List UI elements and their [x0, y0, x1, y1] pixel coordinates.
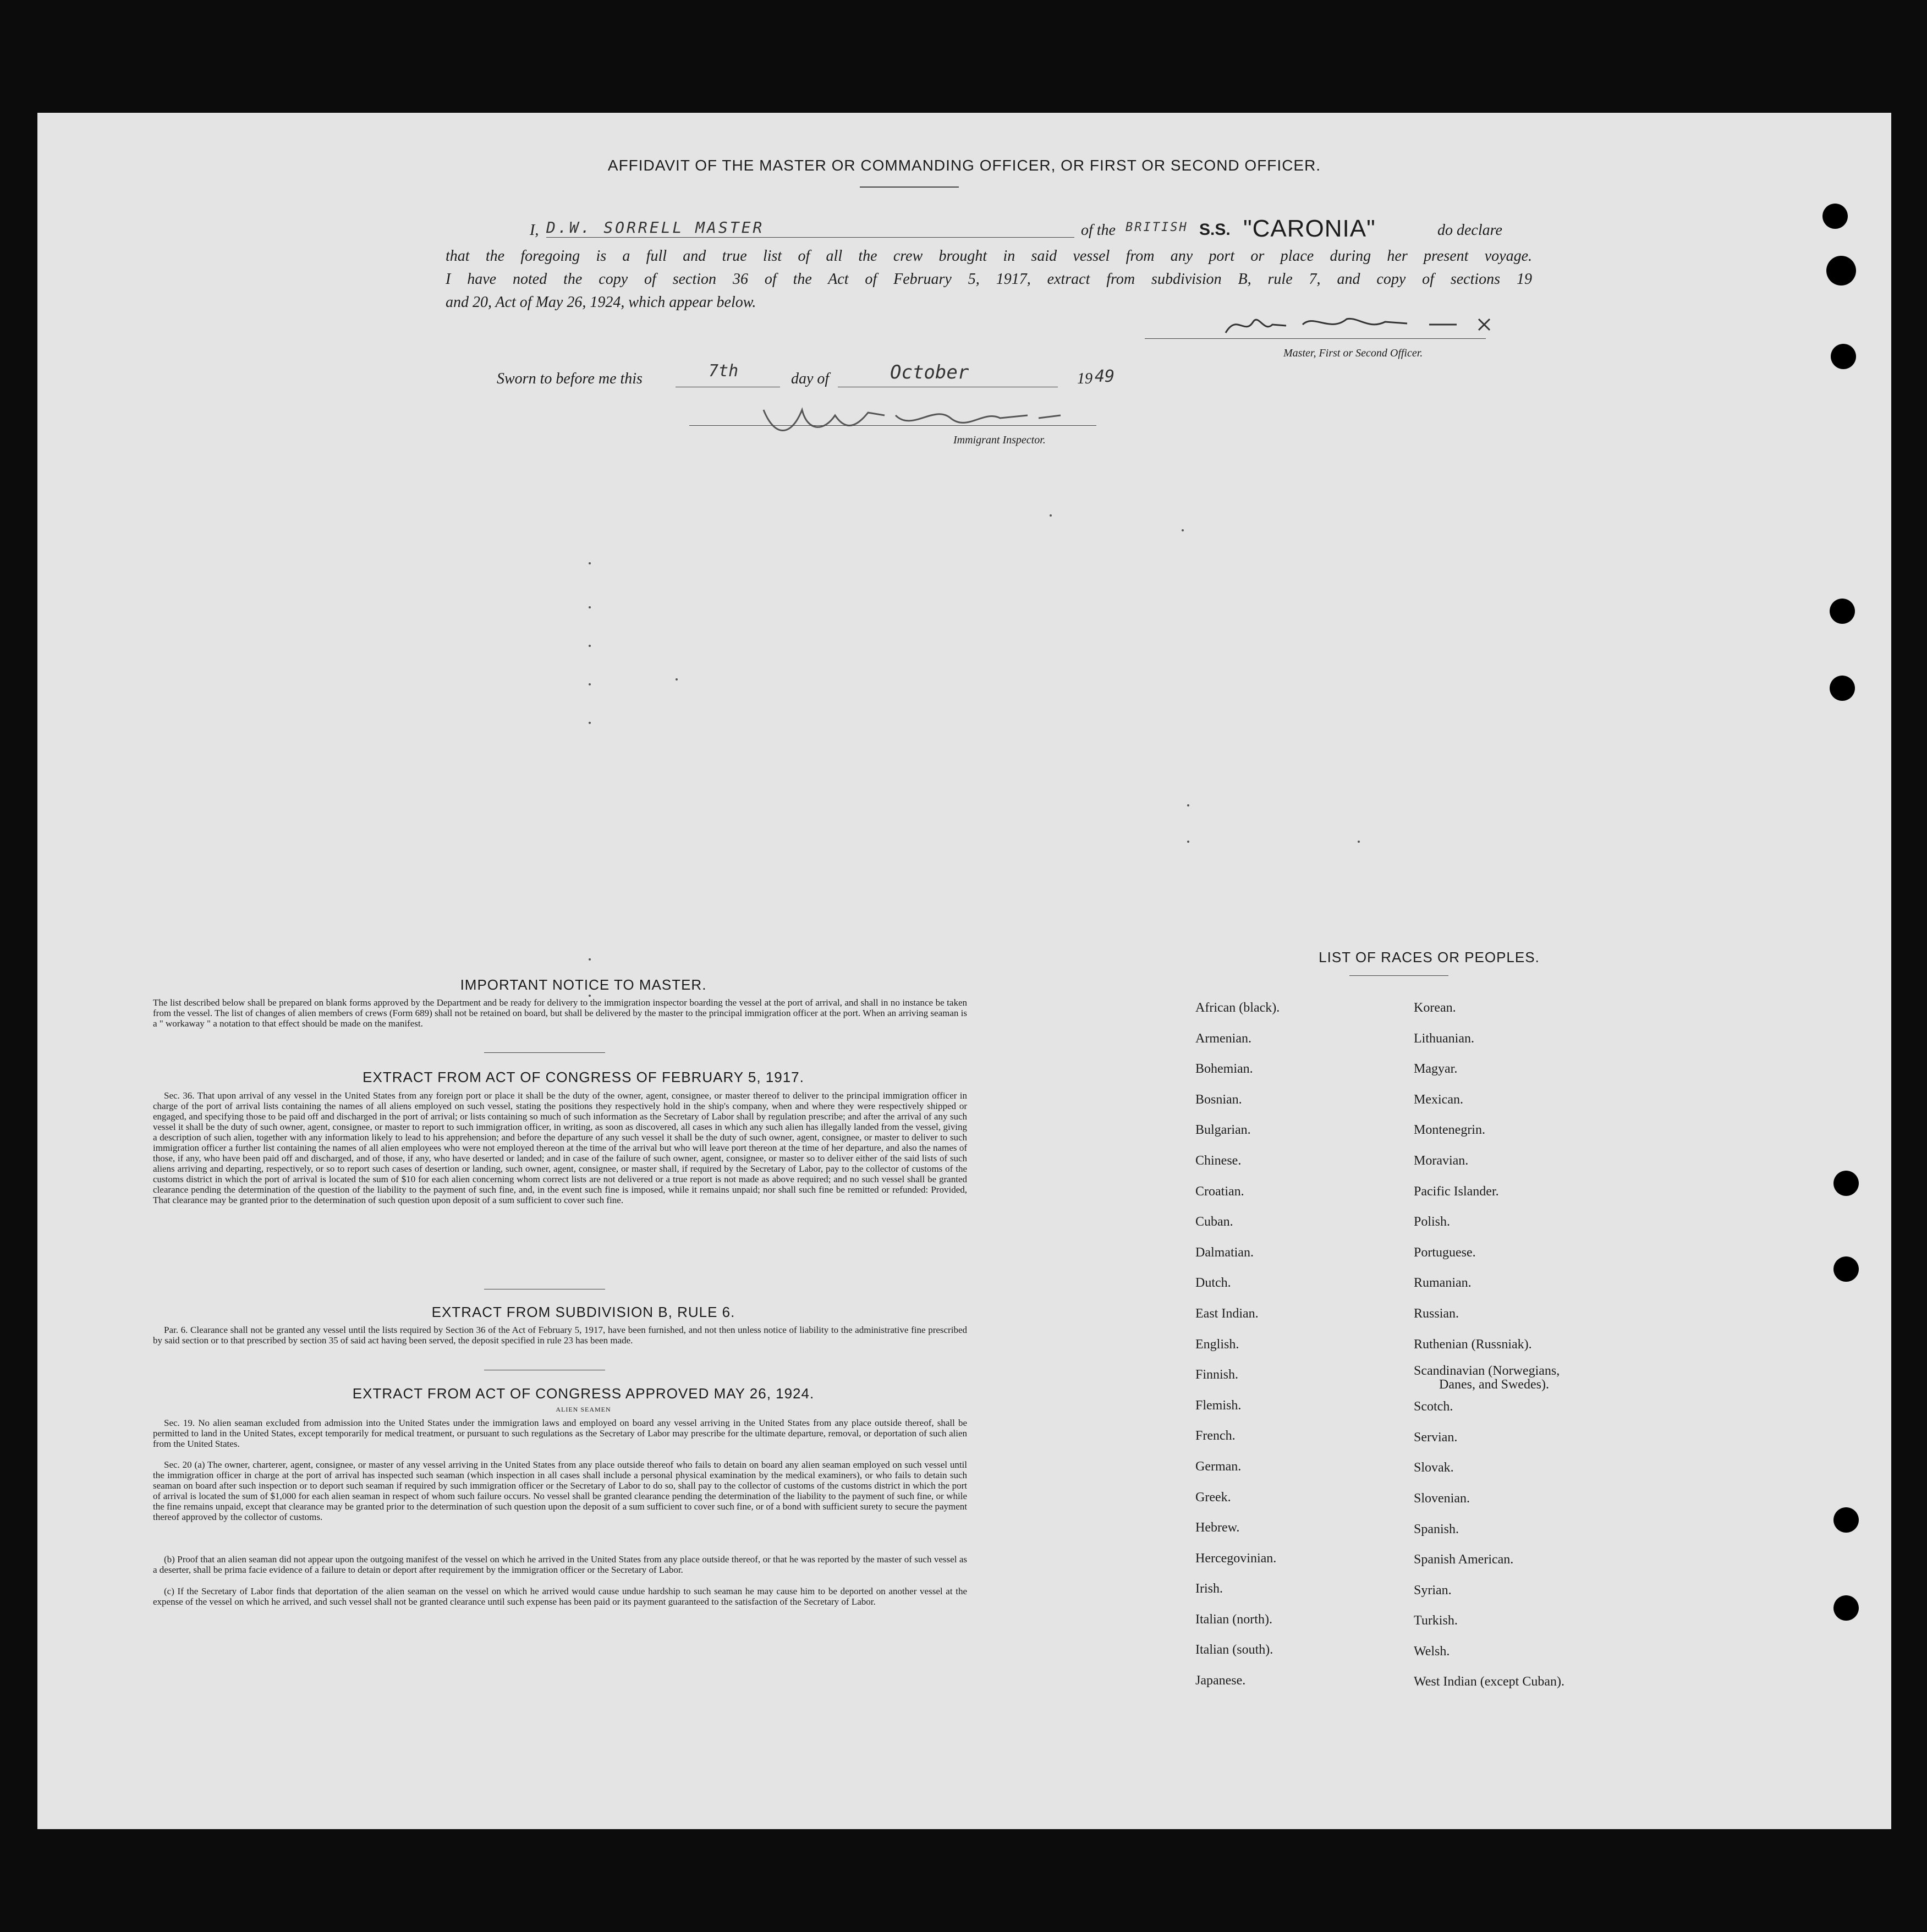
affidavit-title: AFFIDAVIT OF THE MASTER OR COMMANDING OFFICER, OR FIRST OR SECOND OFFICER. [607, 157, 1321, 174]
i-prefix: I, [530, 222, 539, 239]
race-item: West Indian (except Cuban). [1414, 1675, 1564, 1689]
extract-rule6-title: EXTRACT FROM SUBDIVISION B, RULE 6. [431, 1304, 735, 1320]
master-caption: Master, First or Second Officer. [1283, 347, 1423, 359]
affidavit-line-3: I have noted the copy of section 36 of the Act of February 5, 1917, extract from subdivision B, rule 7, and copy of sections 19 [446, 271, 1532, 288]
extract-1924-sec19: Sec. 19. No alien seaman excluded from admission into the United States under the immigration laws and employed on board any vessel arriving in the United States from any place outside thereof, shall be permitted to land in the United States, except temporarily for medical treatment, or pursuant to such regulations as the Secretary of Labor may prescribe for the ultimate departure, removal, or deportation of such alien from the United States. [153, 1418, 967, 1449]
race-item: Syrian. [1414, 1583, 1452, 1598]
day-of-label: day of [791, 370, 830, 387]
race-item: Spanish American. [1414, 1552, 1514, 1567]
race-item: Bulgarian. [1195, 1123, 1251, 1138]
race-item: Korean. [1414, 1001, 1456, 1015]
extract-1924-sec20b: (b) Proof that an alien seaman did not appear upon the outgoing manifest of the vessel on which he arrived in the United States from any place outside thereof, or that he was reported by the master of such vessel as a deserter, shall be prima facie evidence of a failure to detain or deport after requirement by the immigration officer or the Secretary of Labor. [153, 1554, 967, 1575]
race-item: Servian. [1414, 1430, 1458, 1445]
races-left-column [1195, 993, 1280, 1697]
stray-mark [1358, 841, 1360, 843]
punch-hole [1830, 599, 1855, 624]
race-item: Flemish. [1195, 1398, 1242, 1413]
sworn-month-handwritten: October [890, 361, 969, 383]
inspector-signature-line [689, 425, 1096, 426]
race-item: French. [1195, 1429, 1236, 1443]
race-item: Irish. [1195, 1582, 1223, 1596]
race-item: Croatian. [1195, 1184, 1244, 1199]
stray-mark [1182, 529, 1184, 531]
ship-prefix: S.S. [1199, 221, 1231, 239]
race-item: Rumanian. [1414, 1276, 1472, 1291]
race-item: Ruthenian (Russniak). [1414, 1337, 1532, 1352]
do-declare-label: do declare [1437, 222, 1502, 239]
race-item: Japanese. [1195, 1673, 1246, 1688]
stray-mark [589, 606, 591, 608]
divider [1349, 975, 1448, 976]
race-item: Greek. [1195, 1490, 1231, 1505]
race-item: Bosnian. [1195, 1092, 1242, 1107]
stray-mark [1187, 841, 1189, 843]
race-item: Dalmatian. [1195, 1245, 1254, 1260]
name-line [546, 237, 1074, 238]
master-signature [1220, 303, 1506, 341]
stray-mark [589, 995, 591, 997]
punch-hole [1826, 256, 1856, 286]
race-item: Welsh. [1414, 1644, 1450, 1659]
affidavit-line-4: and 20, Act of May 26, 1924, which appear below. [446, 294, 756, 311]
punch-hole [1833, 1507, 1859, 1533]
stray-mark [589, 645, 591, 647]
race-item: Cuban. [1195, 1215, 1233, 1230]
extract-1924-subtitle: ALIEN SEAMEN [556, 1406, 611, 1413]
race-item: Lithuanian. [1414, 1031, 1474, 1046]
affidavit-line-2: that the foregoing is a full and true list of all the crew brought in said vessel from any port or place during her present voyage. [446, 248, 1532, 265]
races-title: LIST OF RACES OR PEOPLES. [1319, 949, 1540, 965]
stray-mark [589, 722, 591, 724]
nationality-handwritten: BRITISH [1126, 221, 1188, 234]
divider [484, 1052, 605, 1053]
stray-mark [1050, 514, 1052, 517]
sworn-prefix: Sworn to before me this [497, 370, 643, 387]
race-item: Italian (north). [1195, 1612, 1272, 1627]
race-item: Italian (south). [1195, 1643, 1273, 1657]
races-right-column [1414, 993, 1564, 1698]
divider [860, 186, 959, 188]
stray-mark [589, 683, 591, 685]
race-item: Slovenian. [1414, 1491, 1470, 1506]
stray-mark [589, 562, 591, 564]
race-item: Spanish. [1414, 1522, 1459, 1536]
extract-1924-title: EXTRACT FROM ACT OF CONGRESS APPROVED MAY 26, 1924. [352, 1385, 815, 1402]
punch-hole [1830, 676, 1855, 701]
race-item: African (black). [1195, 1001, 1280, 1015]
extract-1924-sec20c: (c) If the Secretary of Labor finds that deportation of the alien seaman on the vessel on which he arrived would cause undue hardship to such seaman he may cause him to be deported on another vessel at the expense of the vessel on which he arrived, and such vessel shall not be granted clearance until such expense has been paid or its payment guaranteed to the satisfaction of the Secretary of Labor. [153, 1586, 967, 1607]
race-item: Scandinavian (Norwegians, [1414, 1364, 1560, 1379]
race-item: Dutch. [1195, 1276, 1231, 1291]
race-item: Slovak. [1414, 1461, 1454, 1475]
race-item: Hercegovinian. [1195, 1551, 1277, 1566]
race-item: Danes, and Swedes). [1439, 1377, 1549, 1392]
master-signature-line [1145, 338, 1486, 339]
officer-name-handwritten: D.W. SORRELL MASTER [546, 218, 765, 237]
punch-hole [1831, 344, 1856, 369]
race-item: Polish. [1414, 1215, 1451, 1230]
notice-body: The list described below shall be prepared on blank forms approved by the Department and be ready for delivery to the immigration inspector boarding the vessel at the port of arrival, and shall in no instance be taken from the vessel. The list of changes of alien members of crews (Form 689) shall not be retained on board, but shall be delivered by the master to the principal immigration officer at the port. When an arriving seaman is a " workaway " a notation to that effect should be made on the manifest. [153, 997, 967, 1029]
race-item: Finnish. [1195, 1368, 1239, 1382]
race-item: Portuguese. [1414, 1245, 1476, 1260]
ship-name: "CARONIA" [1243, 215, 1376, 242]
notice-title: IMPORTANT NOTICE TO MASTER. [460, 976, 707, 993]
year-prefix: 19 [1077, 370, 1092, 387]
extract-1917-title: EXTRACT FROM ACT OF CONGRESS OF FEBRUARY 5, 1917. [363, 1069, 804, 1085]
race-item: Chinese. [1195, 1153, 1242, 1168]
stray-mark [676, 678, 678, 680]
race-item: German. [1195, 1459, 1242, 1474]
of-the-label: of the [1081, 222, 1116, 239]
race-item: Armenian. [1195, 1031, 1251, 1046]
punch-hole [1833, 1256, 1859, 1282]
sworn-day-handwritten: 7th [709, 361, 739, 381]
race-item: Bohemian. [1195, 1062, 1253, 1077]
stray-mark [589, 958, 591, 960]
stray-mark [1187, 804, 1189, 806]
extract-1917-body: Sec. 36. That upon arrival of any vessel in the United States from any foreign port or place it shall be the duty of the owner, agent, consignee, or master thereof to deliver to the principal immigration officer in charge of the port of arrival lists containing the names of all aliens employed on such vessel, stating the positions they respectively hold in the ship's company, when and where they were respectively shipped or engaged, and specifying those to be paid off and discharged in the port of arrival; or lists containing so much of such information as the Secretary of Labor shall by regulation prescribe; and after the arrival of any such vessel it shall be the duty of such owner, agent, consignee, or master to report to such immigration officer, in writing, as soon as discovered, all cases in which any such alien has illegally landed from the vessel, giving a description of such alien, together with any information likely to lead to his apprehension; and before the departure of any such vessel it shall be the duty of such owner, agent, consignee, or master to deliver to such immigration officer a further list containing the names of all alien employees who were not employed thereon at the time of the arrival but who will leave port thereon at the time of her departure, and also the names of those, if any, who have been paid off and discharged, and of those, if any, who have deserted or landed; and in case of the failure of such owner, agent, consignee, or master so to deliver either of the said lists of such aliens arriving and departing, respectively, or so to report such cases of desertion or landing, such owner, agent, consignee, or master shall, if required by the Secretary of Labor, pay to the collector of customs of the customs district in which the port of arrival is located the sum of $10 for each alien concerning whom correct lists are not delivered or a true report is not made as above required; and no such vessel shall be granted clearance pending the determination of the question of the liability to the payment of such fine, and, in the event such fine is imposed, while it remains unpaid; nor shall such fine be remitted or refunded: Provided, That clearance may be granted prior to the determination of such question upon deposit of a sum sufficient to cover such fine. [153, 1090, 967, 1205]
race-item: Mexican. [1414, 1092, 1463, 1107]
race-item: East Indian. [1195, 1306, 1259, 1321]
race-item: Scotch. [1414, 1399, 1453, 1414]
race-item: Russian. [1414, 1306, 1459, 1321]
document-page [37, 113, 1891, 1829]
race-item: Hebrew. [1195, 1521, 1240, 1535]
extract-1924-sec20a: Sec. 20 (a) The owner, charterer, agent, consignee, or master of any vessel arriving in the United States from any place outside thereof who fails to detain on board any alien seaman employed on such vessel until the immigration officer in charge at the port of arrival has inspected such seaman (which inspection in all cases shall include a personal physical examination by the medical examiners), or who fails to detain such seaman on board after such inspection or to deport such seaman if required by such immigration officer or the Secretary of Labor to do so, shall pay to the collector of customs of the customs district in which the port of arrival is located the sum of $1,000 for each alien seaman in respect of whom such failure occurs. No vessel shall be granted clearance pending the determination of the liability to the payment of such fine, or while the fine remains unpaid, except that clearance may be granted prior to the determination of such question upon the deposit of a sum sufficient to cover such fine, or of a bond with sufficient surety to secure the payment thereof approved by the collector of customs. [153, 1459, 967, 1522]
race-item: Turkish. [1414, 1613, 1458, 1628]
race-item: English. [1195, 1337, 1239, 1352]
race-item: Pacific Islander. [1414, 1184, 1499, 1199]
punch-hole [1833, 1595, 1859, 1621]
punch-hole [1822, 204, 1848, 229]
race-item: Magyar. [1414, 1062, 1458, 1077]
extract-rule6-body: Par. 6. Clearance shall not be granted any vessel until the lists required by Section 36 of the Act of February 5, 1917, have been furnished, and not then unless notice of liability to the administrative fine prescribed by said section or to that prescribed by section 35 of said act having been served, the deposit specified in rule 23 has been made. [153, 1325, 967, 1346]
inspector-caption: Immigrant Inspector. [953, 434, 1046, 446]
race-item: Moravian. [1414, 1153, 1469, 1168]
punch-hole [1833, 1171, 1859, 1196]
year-suffix-handwritten: 49 [1095, 367, 1115, 386]
race-item: Montenegrin. [1414, 1123, 1485, 1138]
